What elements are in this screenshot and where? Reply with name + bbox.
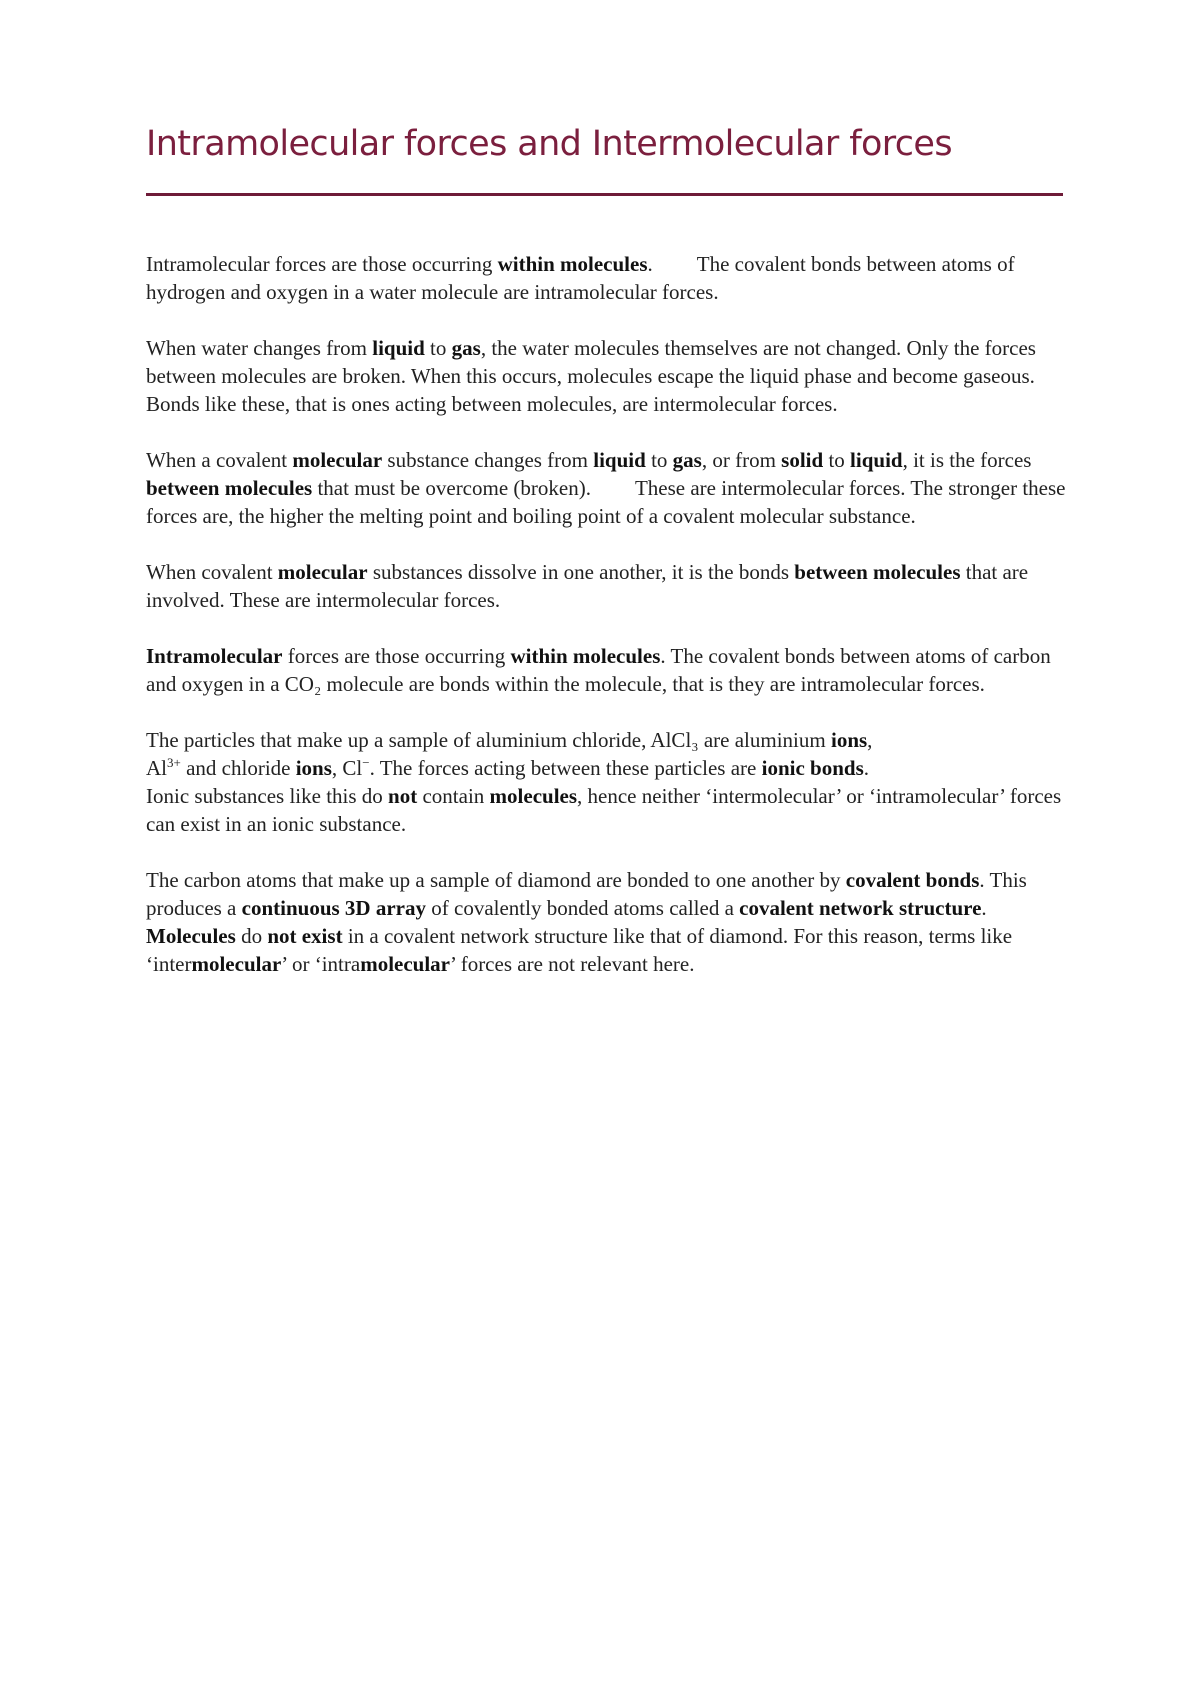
superscript: 3+ xyxy=(167,755,181,770)
bold-run: molecules xyxy=(489,784,578,808)
paragraph-4 xyxy=(146,558,1071,614)
text-run: Al xyxy=(146,756,167,780)
text-run: These are intermolecular forces. The stronger these forces are, the higher the melting point and boiling point of a covalent molecular substance. xyxy=(146,476,1066,528)
text-run: ’ or ‘intra xyxy=(281,952,361,976)
bold-run: liquid xyxy=(850,448,903,472)
paragraph-6 xyxy=(146,726,1071,838)
text-run: , the water molecules themselves are not changed. Only the forces between molecules are broken. When this occurs, molecules escape the liquid phase and become gaseous. Bonds like these, that is ones acting between molecules, are intermolecular forces. xyxy=(146,336,1036,416)
text-run: Intramolecular forces are those occurring xyxy=(146,252,498,276)
text-run: do xyxy=(235,924,268,948)
bold-run: ions xyxy=(830,728,868,752)
text-run: forces are those occurring xyxy=(282,644,511,668)
bold-run: molecular xyxy=(191,952,282,976)
text-run: , hence neither ‘intermolecular’ or ‘intramolecular’ forces can exist in an ionic substance. xyxy=(146,784,1062,836)
page-title: Intramolecular forces and Intermolecular forces xyxy=(146,124,952,164)
text-run: When covalent xyxy=(146,560,278,584)
bold-run: continuous 3D array xyxy=(241,896,426,920)
bold-run: molecular xyxy=(360,952,451,976)
bold-run: liquid xyxy=(372,336,425,360)
bold-run: within molecules xyxy=(497,252,648,276)
text-run: Ionic substances like this do xyxy=(146,784,389,808)
text-run: to xyxy=(645,448,673,472)
bold-run: solid xyxy=(781,448,824,472)
text-run: that are involved. These are intermolecular forces. xyxy=(146,560,1029,612)
bold-run: molecular xyxy=(277,560,368,584)
text-run: . xyxy=(981,896,987,920)
bold-run: between molecules xyxy=(146,476,313,500)
text-run: to xyxy=(424,336,452,360)
title-divider xyxy=(146,193,1063,196)
paragraph-1 xyxy=(146,250,1071,306)
bold-run: covalent bonds xyxy=(845,868,980,892)
text-run: , Cl xyxy=(331,756,363,780)
text-run: . xyxy=(863,756,869,780)
bold-run: molecular xyxy=(292,448,383,472)
bold-run: gas xyxy=(451,336,481,360)
text-run: of covalently bonded atoms called a xyxy=(426,896,740,920)
text-run: and chloride xyxy=(180,756,296,780)
bold-run: not xyxy=(388,784,418,808)
document-body xyxy=(146,250,1071,1006)
bold-run: ions xyxy=(295,756,332,780)
text-run: , xyxy=(867,728,873,752)
text-run: . xyxy=(647,252,653,276)
text-run: When water changes from xyxy=(146,336,373,360)
paragraph-3 xyxy=(146,446,1071,530)
bold-run: between molecules xyxy=(794,560,961,584)
bold-run: liquid xyxy=(593,448,646,472)
paragraph-5 xyxy=(146,642,1071,698)
text-run: contain xyxy=(417,784,490,808)
bold-run: not exist xyxy=(267,924,343,948)
text-run: . This produces a xyxy=(146,868,1027,920)
text-run: ’ forces are not relevant here. xyxy=(450,952,695,976)
text-run: The carbon atoms that make up a sample of diamond are bonded to one another by xyxy=(146,868,846,892)
bold-run: within molecules xyxy=(510,644,661,668)
superscript: − xyxy=(362,755,370,770)
bold-run: gas xyxy=(672,448,702,472)
text-run: in a covalent network structure like that of diamond. For this reason, terms like ‘inter xyxy=(146,924,1013,976)
text-run: . The forces acting between these particles are xyxy=(369,756,762,780)
paragraph-2 xyxy=(146,334,1071,418)
bold-run: Intramolecular xyxy=(146,644,283,668)
text-run: , or from xyxy=(701,448,782,472)
bold-run: Molecules xyxy=(146,924,236,948)
text-run: . The covalent bonds between atoms of carbon and oxygen in a CO₂ molecule are bonds within the molecule, that is they are intramolecular forces. xyxy=(146,644,1051,696)
text-run: When a covalent xyxy=(146,448,293,472)
bold-run: covalent network structure xyxy=(739,896,982,920)
text-run: substances dissolve in one another, it is the bonds xyxy=(367,560,795,584)
text-run: , it is the forces xyxy=(902,448,1032,472)
text-run: The covalent bonds between atoms of hydrogen and oxygen in a water molecule are intramolecular forces. xyxy=(146,252,1015,304)
paragraph-7 xyxy=(146,866,1071,978)
text-run: substance changes from xyxy=(382,448,594,472)
text-run: The particles that make up a sample of aluminium chloride, AlCl₃ are aluminium xyxy=(146,728,831,752)
text-run: that must be overcome (broken). xyxy=(312,476,591,500)
text-run: to xyxy=(823,448,851,472)
bold-run: ionic bonds xyxy=(761,756,864,780)
